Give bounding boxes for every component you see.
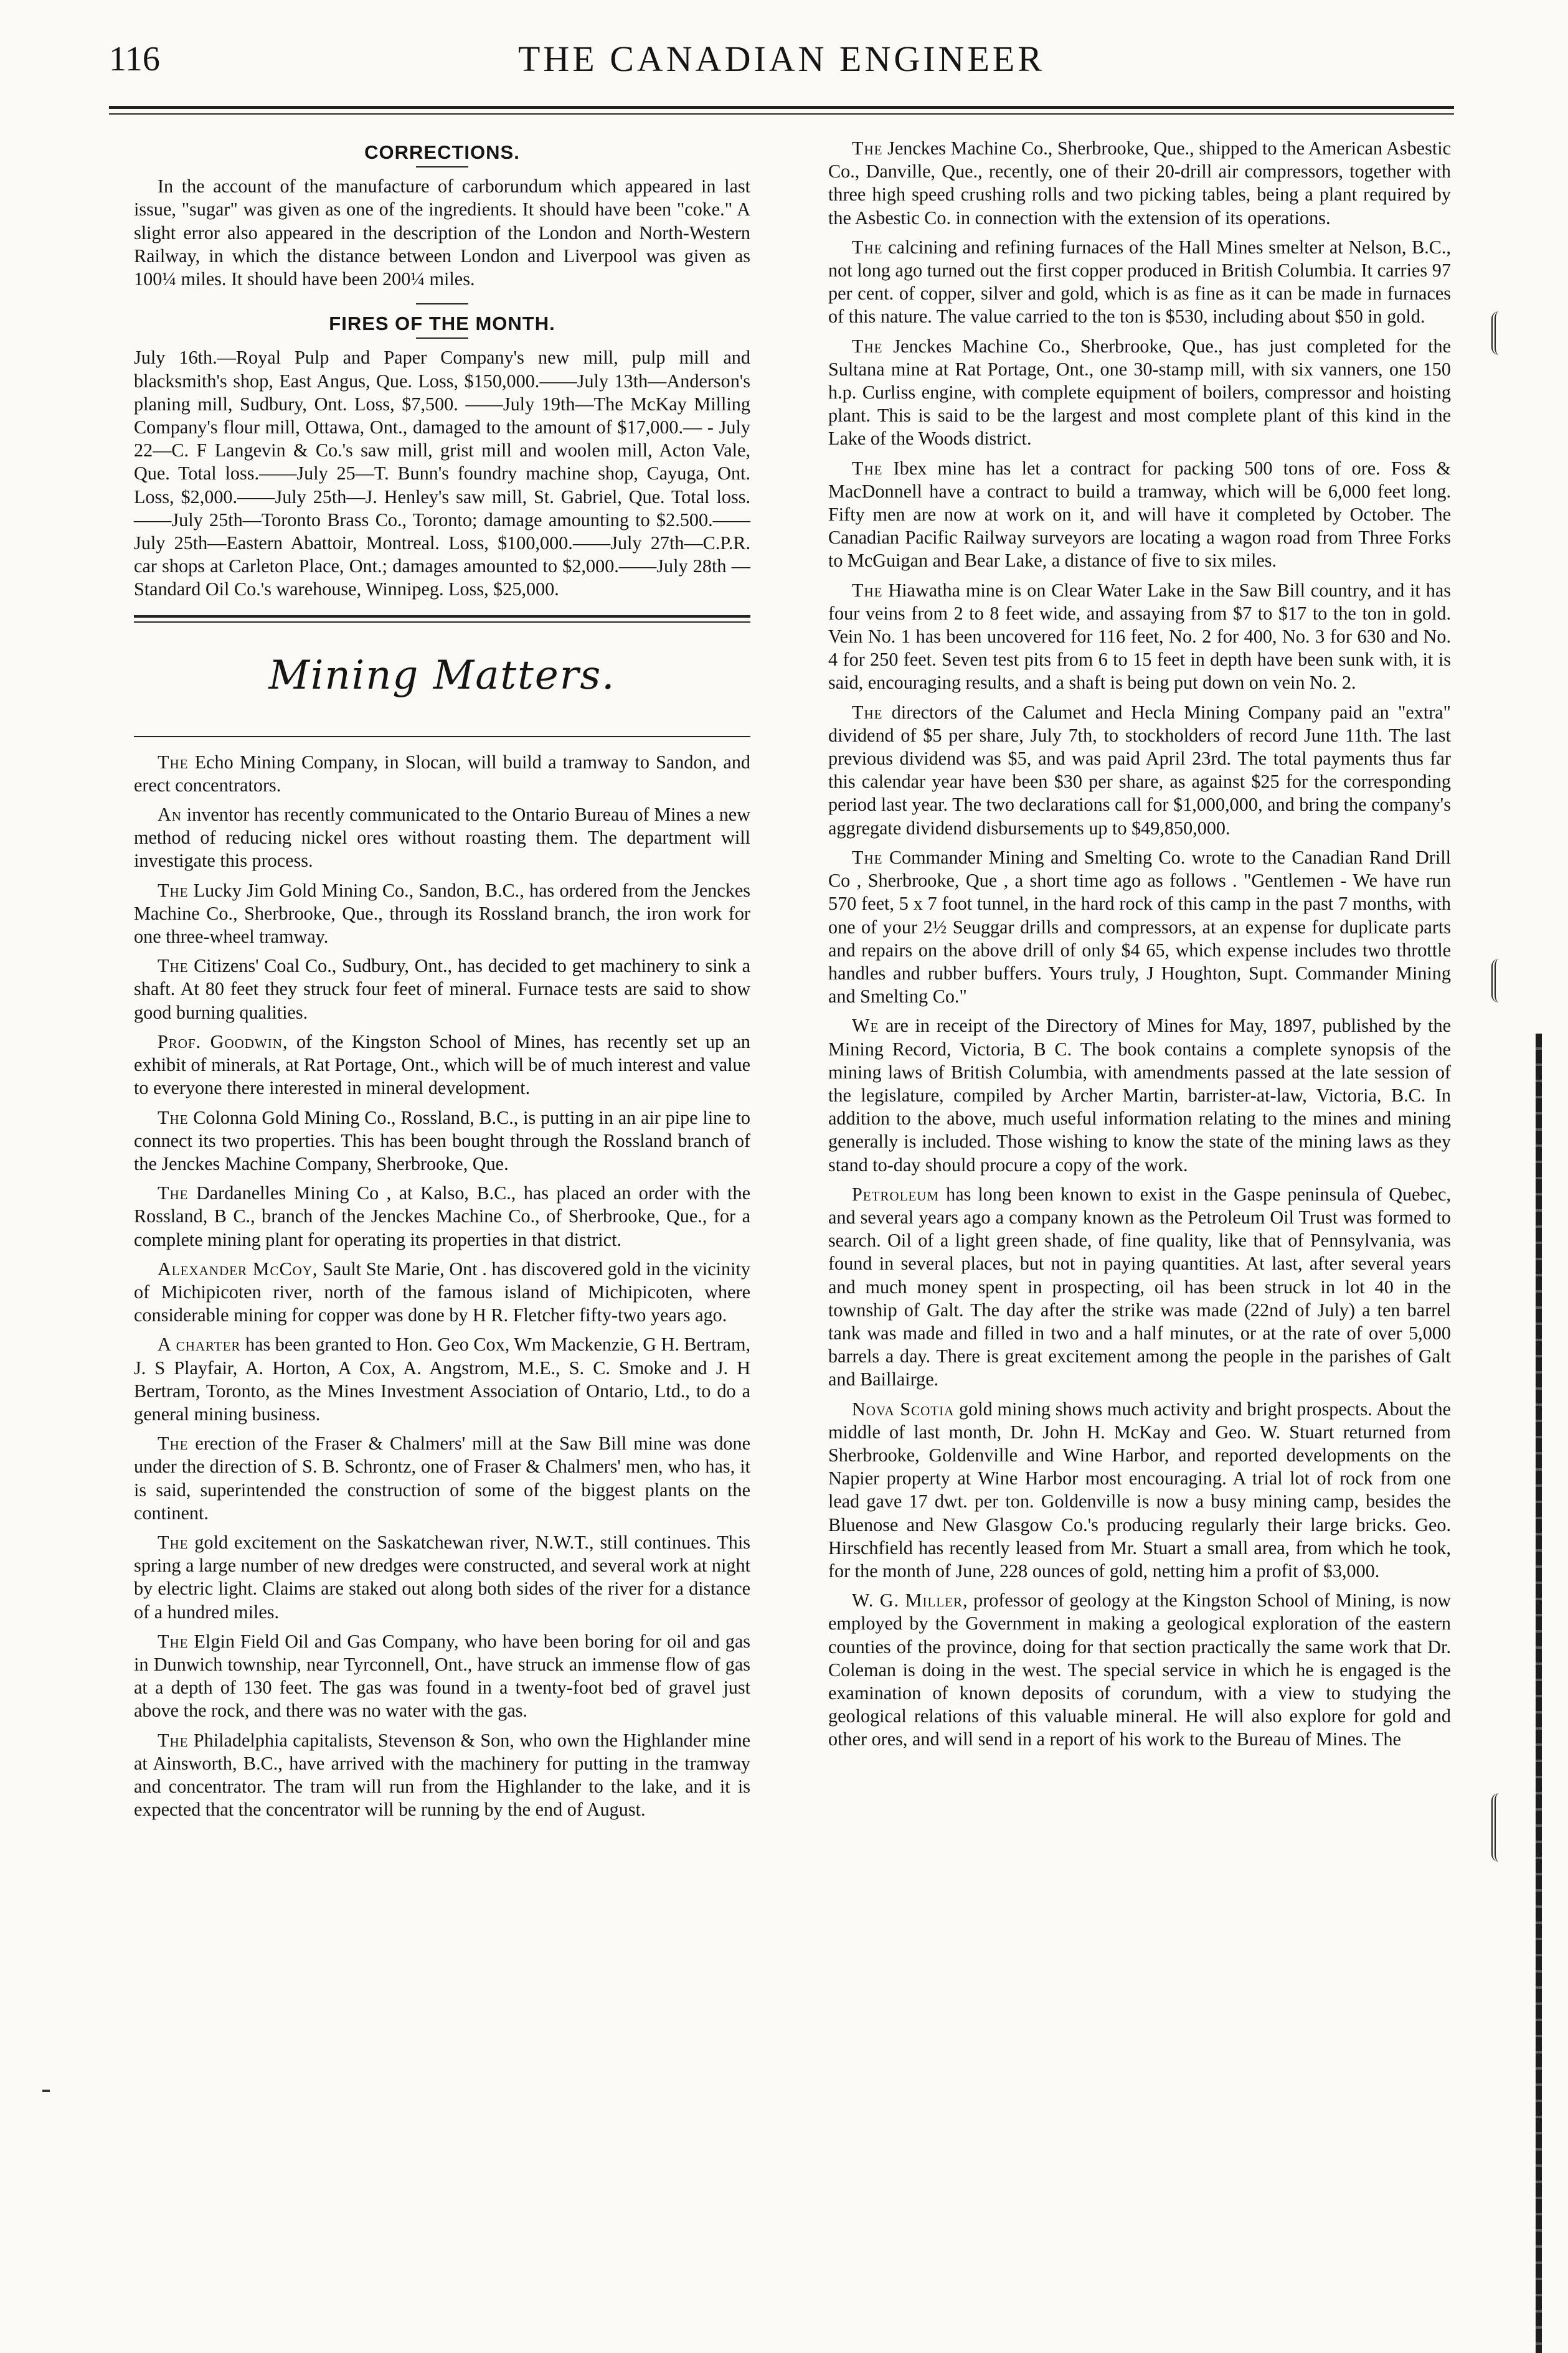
- news-item: [134, 1030, 750, 1100]
- news-item-lead: The: [852, 701, 883, 723]
- news-item-lead: W. G. Miller,: [852, 1590, 968, 1611]
- masthead-rule: [134, 736, 750, 737]
- section-divider: [416, 303, 468, 304]
- news-item: [134, 1630, 750, 1723]
- news-item-lead: The: [852, 138, 883, 159]
- news-item: [828, 457, 1451, 573]
- news-item-text: gold mining shows much activity and bright prospects. About the middle of last month, Dr. John H. McKay and Geo. W. Stuart returned from Sherbrooke, Goldenville and Wine Harbor, and reported developments on the Napier property at Wine Harbor most encouraging. A trial lot of rock from one lead gave 17 dwt. per ton. Goldenville is now a busy mining camp, besides the Bluenose and New Glasgow Co.'s producing regularly their large bricks. Geo. Hirschfield has recently leased from Mr. Stuart a small area, from which he took, for the month of June, 228 ounces of gold, netting him a profit of $3,000.: [828, 1398, 1451, 1582]
- news-item-text: of the Kingston School of Mines, has recently set up an exhibit of minerals, at Rat Portage, Ont., which will be of much interest and value to everyone there interested in mineral development.: [134, 1030, 751, 1099]
- news-item-text: Ibex mine has let a contract for packing 500 tons of ore. Foss & MacDonnell have a contract to build a tramway, which will be 6,000 feet long. Fifty men are now at work on it, and will have it completed by October. The Canadian Pacific Railway surveyors are locating a wagon road from Three Forks to McGuigan and Bear Lake, a distance of five to six miles.: [828, 457, 1452, 572]
- margin-bracket-mark: [1491, 311, 1512, 355]
- corrections-heading: CORRECTIONS.: [364, 141, 520, 163]
- corrections-heading-rule: [416, 166, 468, 167]
- corrections-body: In the account of the manufacture of carborundum which appeared in last issue, "sugar" was given as one of the ingredients. It should have been "coke." A slight error also appeared in the description of the London and North-Western Railway, in which the distance between London and Liverpool was given as 100¼ miles. It should have been 200¼ miles.: [134, 176, 750, 290]
- news-item: [134, 1531, 750, 1624]
- news-item-lead: The: [158, 879, 189, 901]
- news-item-lead: Nova Scotia: [852, 1398, 955, 1420]
- news-item-text: are in receipt of the Directory of Mines for May, 1897, published by the Mining Record, Victoria, B C. The book contains a complete synopsis of the mining laws of British Columbia, with amendments passed at the late session of the legislature, compiled by Archer Martin, barrister-at-law, Victoria, B.C. In addition to the above, much useful information relating to the mines and mining generally is included. Those wishing to know the state of the mining laws as they stand to-day should procure a copy of the work.: [828, 1015, 1452, 1176]
- news-item: [828, 236, 1451, 329]
- news-item-text: inventor has recently communicated to the Ontario Bureau of Mines a new method of reducing nickel ores without roasting them. The department will investigate this process.: [134, 804, 751, 872]
- fires-body: July 16th.—Royal Pulp and Paper Company's new mill, pulp mill and blacksmith's shop, East Angus, Que. Loss, $150,000.——July 13th—Anderson's planing mill, Sudbury, Ont. Loss, $7,500. ——July 19th—The McKay Milling Company's flour mill, Ottawa, Ont., damaged to the amount of $17,000.— - July 22—C. F Langevin & Co.'s saw mill, grist mill and woolen mill, Acton Vale, Que. Total loss.——July 25—T. Bunn's foundry machine shop, Cayuga, Ont. Loss, $2,000.——July 25th—J. Henley's saw mill, St. Gabriel, Que. Total loss.——July 25th—Toronto Brass Co., Toronto; damage amounting to $2.500.——July 25th—Eastern Abattoir, Montreal. Loss, $100,000.——July 27th—C.P.R. car shops at Carleton Place, Ont.; damages amounted to $2,000.——July 28th —Standard Oil Co.'s warehouse, Winnipeg. Loss, $25,000.: [134, 347, 750, 600]
- news-item-lead: Prof. Goodwin,: [158, 1030, 288, 1052]
- news-item-lead: The: [158, 1106, 189, 1128]
- news-item: [134, 1258, 750, 1327]
- page-header: [109, 37, 1454, 81]
- news-item: [828, 846, 1451, 1008]
- news-item-text: Commander Mining and Smelting Co. wrote to the Canadian Rand Drill Co , Sherbrooke, Que , a short time ago as follows . "Gentlemen - We have run 570 feet, 5 x 7 foot tunnel, in the hard rock of this camp in the past 7 months, with one of your 2½ Seuggar drills and compressors, at an expense for duplicate parts and repairs on the above drill of only $4 65, which expense includes two throttle handles and rubber buffers. Yours truly, J Houghton, Supt. Commander Mining and Smelting Co.": [828, 846, 1451, 1007]
- news-item: [828, 1398, 1451, 1583]
- news-item: [134, 1729, 750, 1822]
- news-item-lead: The: [852, 335, 883, 357]
- news-item-text: Sault Ste Marie, Ont . has discovered gold in the vicinity of Michipicoten river, north of the famous island of Michipicoten, where considerable mining for copper was done by H R. Fletcher fifty-two years ago.: [134, 1258, 750, 1326]
- scan-edge-bar: [1536, 1034, 1542, 2353]
- fires-heading-rule: [416, 337, 468, 339]
- news-item-lead: Petroleum: [852, 1183, 940, 1205]
- news-item-text: has been granted to Hon. Geo Cox, Wm Mackenzie, G H. Bertram, J. S Playfair, A. Horton, A Cox, A. Angstrom, M.E., S. C. Smoke and J. H Bertram, Toronto, as the Mines Investment Association of Ontario, Ltd., to do a general mining business.: [134, 1334, 750, 1425]
- news-item: [134, 1182, 750, 1252]
- news-item-lead: The: [158, 955, 189, 977]
- news-item-lead: The: [158, 1182, 189, 1204]
- news-item-text: professor of geology at the Kingston School of Mining, is now employed by the Government in making a geological exploration of the eastern counties of the province, doing for that section practically the same work that Dr. Coleman is doing in the west. The special service in which he is engaged is the examination of known deposits of corundum, with a view to studying the geological relations of this valuable mineral. He will also explore for gold and other ores, and will send in a report of his work to the Bureau of Mines. The: [828, 1590, 1451, 1750]
- news-item: [134, 1333, 750, 1426]
- left-column: [134, 137, 750, 1827]
- right-column: [828, 137, 1451, 1758]
- news-item: [828, 1014, 1451, 1176]
- news-item-lead: A charter: [158, 1334, 241, 1356]
- mining-items-right: [828, 137, 1451, 1752]
- news-item-text: has long been known to exist in the Gaspe peninsula of Quebec, and several years ago a company known as the Petroleum Oil Trust was formed to search. Oil of a light green shade, of fine quality, like that of Pennsylvania, was found in several places, but not in paying quantities. At last, after several years and much money spent in prospecting, oil has been struck in lot 40 in the township of Galt. The day after the strike was made (22nd of July) a ten barrel tank was made and filled in two and a half minutes, or at the rate of over 5,000 barrels a day. There is great excitement among the people in the parishes of Galt and Baillairge.: [828, 1183, 1452, 1390]
- scan-mark: [42, 2090, 50, 2092]
- news-item: [134, 879, 750, 949]
- news-item-text: calcining and refining furnaces of the Hall Mines smelter at Nelson, B.C., not long ago turned out the first copper produced in British Columbia. It carries 97 per cent. of copper, silver and gold, which is as fine as it can be made in furnaces of this nature. The value carried to the ton is $530, including about $50 in gold.: [828, 236, 1452, 328]
- news-item-text: erection of the Fraser & Chalmers' mill at the Saw Bill mine was done under the direction of S. B. Schrontz, one of Fraser & Chalmers' men, who has, it is said, superintended the construction of some of the biggest plants on the continent.: [134, 1433, 750, 1524]
- journal-title: THE CANADIAN ENGINEER: [517, 39, 1045, 79]
- news-item: [134, 1106, 750, 1176]
- news-item-lead: The: [158, 1630, 189, 1652]
- news-item-text: Jenckes Machine Co., Sherbrooke, Que., has just completed for the Sultana mine at Rat Portage, Ont., one 30-stamp mill, with six vanners, one 150 h.p. Curliss engine, with complete equipment of boilers, compressor and hoisting plant. This is said to be the largest and most complete plant of this kind in the Lake of the Woods district.: [828, 335, 1452, 450]
- mining-matters-masthead: [134, 635, 750, 729]
- news-item-lead: The: [852, 846, 883, 868]
- fires-heading: FIRES OF THE MONTH.: [329, 313, 555, 335]
- news-item-lead: The: [852, 579, 883, 601]
- news-item: [828, 701, 1451, 840]
- news-item-lead: The: [158, 1531, 189, 1553]
- margin-bracket-mark: [1491, 959, 1512, 1002]
- news-item: [828, 1183, 1451, 1392]
- news-item: [828, 335, 1451, 451]
- news-item-text: Colonna Gold Mining Co., Rossland, B.C., is putting in an air pipe line to connect its two properties. This has been bought through the Rossland branch of the Jenckes Machine Company, Sherbrooke, Que.: [134, 1106, 751, 1174]
- news-item-lead: We: [852, 1015, 879, 1037]
- news-item-text: gold excitement on the Saskatchewan river, N.W.T., still continues. This spring a large number of new dredges were constructed, and several work at night by electric light. Claims are staked out along both sides of the river for a distance of a hundred miles.: [134, 1531, 751, 1623]
- news-item: [134, 955, 750, 1024]
- news-item-text: Echo Mining Company, in Slocan, will build a tramway to Sandon, and erect concentrators.: [134, 751, 751, 796]
- mining-separator-thin: [134, 621, 750, 623]
- mining-separator-thick: [134, 615, 750, 618]
- news-item-lead: An: [158, 804, 182, 826]
- news-item: [134, 803, 750, 873]
- news-item: [828, 1589, 1451, 1751]
- news-item-text: Hiawatha mine is on Clear Water Lake in the Saw Bill country, and it has four veins from 2 to 8 feet wide, and assaying from $7 to $17 to the ton in gold. Vein No. 1 has been uncovered for 116 feet, No. 2 for 400, No. 3 for 630 and No. 4 for 250 feet. Seven test pits from 6 to 15 feet in depth have been sunk with, it is said, encouraging results, and a shaft is being put down on vein No. 2.: [828, 579, 1452, 694]
- mining-items-left: [134, 751, 750, 1822]
- news-item-text: Jenckes Machine Co., Sherbrooke, Que., shipped to the American Asbestic Co., Danville, Que., recently, one of their 20-drill air compressors, together with three high speed crushing rolls and two picking tables, being a plant required by the Asbestic Co. in connection with the extension of its operations.: [828, 138, 1452, 229]
- news-item-text: Lucky Jim Gold Mining Co., Sandon, B.C., has ordered from the Jenckes Machine Co., Sherbrooke, Que., through its Rossland branch, the iron work for one three-wheel tramway.: [134, 879, 750, 948]
- news-item-lead: The: [158, 751, 189, 773]
- news-item-lead: The: [158, 1729, 189, 1751]
- margin-bracket-mark: [1491, 1793, 1512, 1862]
- news-item: [134, 1432, 750, 1525]
- news-item-text: directors of the Calumet and Hecla Mining Company paid an "extra" dividend of $5 per share, July 7th, to stockholders of record June 11th. The last previous dividend was $5, and was paid April 23rd. The total payments thus far this calendar year have been $30 per share, as against $25 for the corresponding period last year. The two declarations call for $1,000,000, and bring the company's aggregate dividend disbursements up to $49,850,000.: [828, 701, 1452, 839]
- news-item-lead: The: [852, 457, 883, 479]
- header-rule-bottom: [109, 113, 1454, 115]
- news-item: [134, 751, 750, 797]
- news-item-lead: Alexander McCoy,: [158, 1258, 318, 1280]
- news-item-text: Philadelphia capitalists, Stevenson & Son, who own the Highlander mine at Ainsworth, B.C., have arrived with the machinery for putting in the tramway and concentrator. The tram will run from the Highlander to the lake, and it is expected that the concentrator will be running by the end of August.: [134, 1729, 751, 1821]
- news-item-text: Dardanelles Mining Co , at Kalso, B.C., has placed an order with the Rossland, B C., branch of the Jenckes Machine Co., of Sherbrooke, Que., for a complete mining plant for operating its properties in that district.: [134, 1182, 751, 1250]
- mining-matters-title: Mining Matters.: [268, 652, 616, 699]
- news-item-lead: The: [852, 236, 883, 258]
- news-item: [828, 579, 1451, 695]
- news-item-text: Elgin Field Oil and Gas Company, who have been boring for oil and gas in Dunwich township, near Tyrconnell, Ont., have struck an immense flow of gas at a depth of 130 feet. The gas was found in a twenty-foot bed of gravel just above the rock, and there was no water with the gas.: [134, 1630, 750, 1722]
- page-number: 116: [109, 40, 160, 78]
- news-item-lead: The: [158, 1433, 189, 1455]
- news-item: [828, 137, 1451, 230]
- header-rule-top: [109, 106, 1454, 109]
- news-item-text: Citizens' Coal Co., Sudbury, Ont., has decided to get machinery to sink a shaft. At 80 feet they struck four feet of mineral. Furnace tests are said to show good burning qualities.: [134, 955, 751, 1023]
